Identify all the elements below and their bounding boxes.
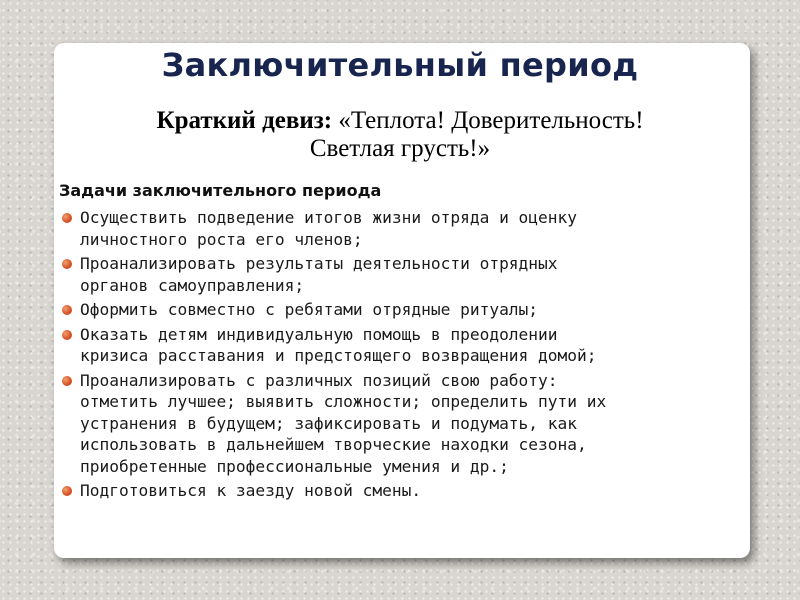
motto-text-line-2: Светлая грусть!»	[309, 135, 491, 162]
motto-text-line-1: «Теплота! Доверительность!	[338, 107, 644, 134]
task-text-line: Оказать детям индивидуальную помощь в преодолении	[80, 324, 558, 344]
slide-title: Заключительный период	[161, 46, 639, 84]
task-text-line: органов самоуправления;	[80, 275, 305, 295]
task-text-line: устранения в будущем; зафиксировать и подумать, как	[80, 413, 578, 433]
task-text-line: личностного роста его членов;	[80, 229, 363, 249]
bullet-dot-icon	[62, 330, 72, 340]
task-text-line: кризиса расставания и предстоящего возвращения домой;	[80, 346, 597, 365]
bullet-dot-icon	[62, 376, 72, 386]
tasks-heading: Задачи заключительного периода	[59, 181, 382, 200]
task-text-line: использовать в дальнейшем творческие находки сезона,	[80, 435, 587, 454]
motto-line-1	[60, 107, 740, 135]
bullet-dot-icon	[62, 486, 72, 496]
task-item	[59, 207, 744, 250]
task-text-line: Проанализировать результаты деятельности отрядных	[80, 254, 558, 273]
bullet-dot-icon	[62, 305, 72, 315]
task-text-line: приобретенные профессиональные умения и др.;	[80, 456, 509, 476]
task-item	[59, 370, 744, 478]
bullet-dot-icon	[62, 213, 72, 223]
motto-label: Краткий девиз:	[156, 107, 333, 134]
task-text-line: Подготовиться к заезду новой смены.	[80, 481, 422, 500]
motto	[60, 107, 740, 163]
task-item	[59, 253, 744, 296]
task-text-line: Проанализировать с различных позиций свою работу:	[80, 370, 558, 390]
task-text-line: Оформить совместно с ребятами отрядные ритуалы;	[80, 300, 539, 319]
task-text-line: Осуществить подведение итогов жизни отряда и оценку	[80, 208, 578, 227]
task-item	[59, 299, 744, 321]
bullet-dot-icon	[62, 259, 72, 269]
task-list	[59, 207, 744, 502]
task-text-line: отметить лучшее; выявить сложности; определить пути их	[80, 392, 607, 411]
task-item	[59, 324, 744, 367]
task-item	[59, 480, 744, 502]
tasks-section	[59, 181, 744, 505]
